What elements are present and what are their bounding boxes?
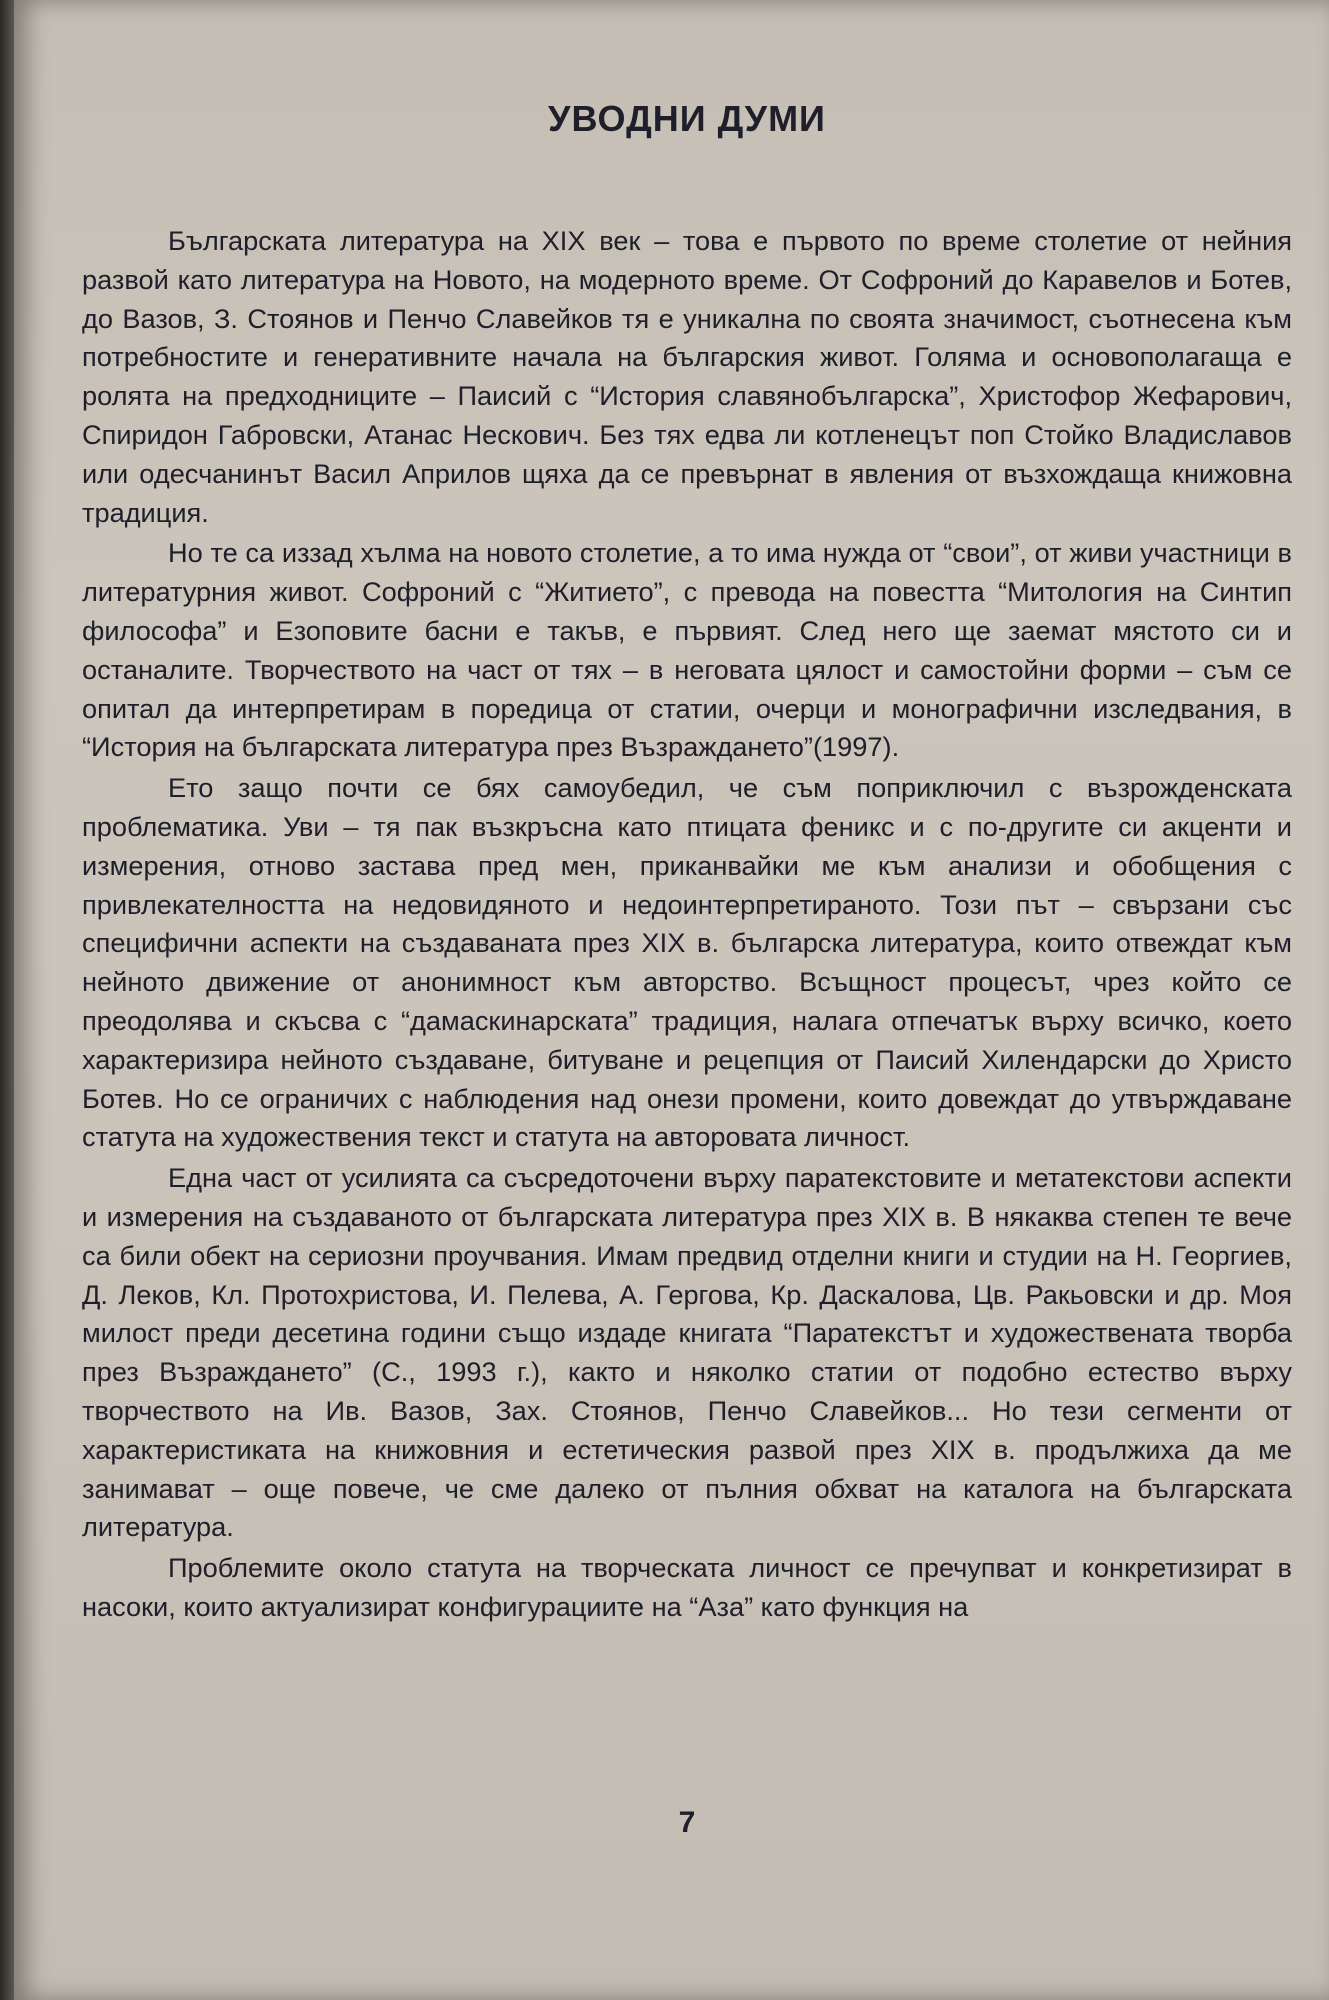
chapter-title: УВОДНИ ДУМИ: [548, 98, 826, 139]
book-spine-shadow: [0, 0, 14, 2000]
paragraph-2: Но те са иззад хълма на новото столетие, а то има нужда от “свои”, от живи участници в литературния живот. Софроний с “Житието”, с превода на повестта “Митология на Синтип философа” и Езоповите басни е такъв, е първият. След него ще заемат мястото си и останалите. Творчеството на част от тях – в неговата цялост и самостойни форми – съм се опитал да интерпретирам в поредица от статии, очерци и монографични изследвания, в “История на българската литература през Възраждането”(1997).: [82, 537, 1292, 763]
body-text: [82, 222, 1292, 1627]
paragraph-4: Една част от усилията са съсредоточени върху паратекстовите и метатекстови аспекти и измерения на създаваното от българската литература през XIX в. В някаква степен те вече са били обект на сериозни проучвания. Имам предвид отделни книги и студии на Н. Георгиев, Д. Леков, Кл. Протохристова, И. Пелева, А. Гергова, Кр. Даскалова, Цв. Ракьовски и др. Моя милост преди десетина години също издаде книгата “Паратекстът и художествената творба през Възраждането” (С., 1993 г.), както и няколко статии от подобно естество върху творчеството на Ив. Вазов, Зах. Стоянов, Пенчо Славейков... Но тези сегменти от характеристиката на книжовния и естетическия развой през XIX в. продължиха да ме занимават – още повече, че сме далеко от пълния обхват на каталога на българската литература.: [82, 1162, 1292, 1543]
paragraph-3: Ето защо почти се бях самоубедил, че съм поприключил с възрожденската проблематика. Уви – тя пак възкръсна като птицата феникс и с по-другите си акценти и измерения, отново застава пред мен, приканвайки ме към анализи и обобщения с привлекателността на недовидяното и недоинтерпретираното. Този път – свързани със специфични аспекти на създаваната през XIX в. българска литература, които отвеждат към нейното движение от анонимност към авторство. Всъщност процесът, чрез който се преодолява и скъсва с “дамаскинарската” традиция, налага отпечатък върху всичко, което характеризира нейното създаване, битуване и рецепция от Паисий Хилендарски до Христо Ботев. Но се ограничих с наблюдения над онези промени, които довеждат до утвърждаване статута на художествения текст и статута на авторовата личност.: [82, 772, 1292, 1153]
page-number: 7: [678, 1806, 696, 1839]
paragraph-5: Проблемите около статута на творческата личност се пречупват и конкретизират в насоки, които актуализират конфигурациите на “Аза” като функция на: [82, 1552, 1292, 1622]
book-page: [14, 0, 1329, 2000]
paragraph-1: Българската литература на XIX век – това е първото по време столетие от нейния развой като литература на Новото, на модерното време. От Софроний до Каравелов и Ботев, до Вазов, З. Стоянов и Пенчо Славейков тя е уникална по своята значимост, съотнесена към потребностите и генеративните начала на българския живот. Голяма и основополагаща е ролята на предходниците – Паисий с “История славянобългарска”, Христофор Жефарович, Спиридон Габровски, Атанас Нескович. Без тях едва ли котленецът поп Стойко Владиславов или одесчанинът Васил Априлов щяха да се превърнат в явления от възхождаща книжовна традиция.: [82, 225, 1292, 528]
